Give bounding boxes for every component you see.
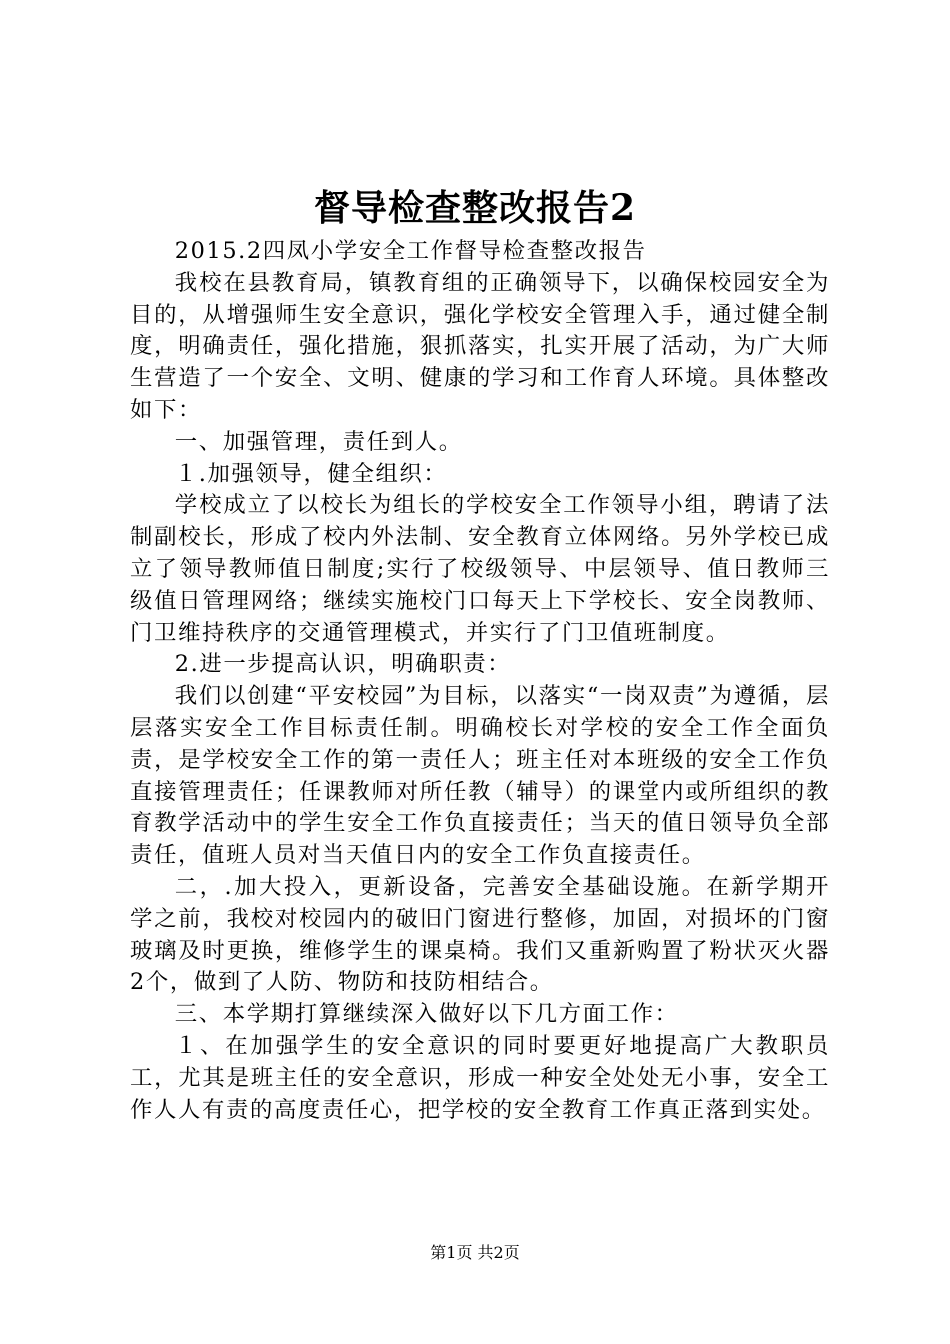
body-paragraph: 学校成立了以校长为组长的学校安全工作领导小组，聘请了法制副校长，形成了校内外法制、安全教育立体网络。另外学校已成立了领导教师值日制度;实行了校级领导、中层领导、值日教师三级值日管理网络；继续实施校门口每天上下学校长、安全岗教师、门卫维持秩序的交通管理模式，并实行了门卫值班制度。 (130, 492, 830, 646)
section-heading-3: 三、本学期打算继续深入做好以下几方面工作： (174, 1001, 679, 1028)
section-paragraph-2: 二，.加大投入，更新设备，完善安全基础设施。在新学期开学之前，我校对校园内的破旧门窗进行整修，加固，对损坏的门窗玻璃及时更换，维修学生的课桌椅。我们又重新购置了粉状灭火器2个，做到了人防、物防和技防相结合。 (130, 873, 830, 996)
section-heading-1: 一、加强管理，责任到人。 (174, 428, 463, 455)
body-paragraph: １、在加强学生的安全意识的同时要更好地提高广大教职员工，尤其是班主任的安全意识，形成一种安全处处无小事，安全工作人人有责的高度责任心，把学校的安全教育工作真正落到实处。 (130, 1032, 830, 1123)
document-body (130, 236, 830, 1126)
report-subtitle: 2015.2四凤小学安全工作督导检查整改报告 (174, 238, 647, 264)
subsection-heading-1-1: １.加强领导，健全组织： (174, 460, 448, 487)
page-title: 督导检查整改报告2 (313, 187, 637, 229)
intro-paragraph: 我校在县教育局，镇教育组的正确领导下，以确保校园安全为目的，从增强师生安全意识，强化学校安全管理入手，通过健全制度，明确责任，强化措施，狠抓落实，扎实开展了活动，为广大师生营造了一个安全、文明、健康的学习和工作育人环境。具体整改如下： (130, 269, 830, 423)
page-number-footer: 第1页 共2页 (430, 1243, 520, 1262)
subsection-heading-1-2: 2.进一步提高认识，明确职责： (174, 651, 512, 678)
body-paragraph: 我们以创建“平安校园”为目标，以落实“一岗双责”为遵循，层层落实安全工作目标责任制。明确校长对学校的安全工作全面负责，是学校安全工作的第一责任人；班主任对本班级的安全工作负直接管理责任；任课教师对所任教（辅导）的课堂内或所组织的教育教学活动中的学生安全工作负直接责任；当天的值日领导负全部责任，值班人员对当天值日内的安全工作负直接责任。 (130, 683, 830, 869)
